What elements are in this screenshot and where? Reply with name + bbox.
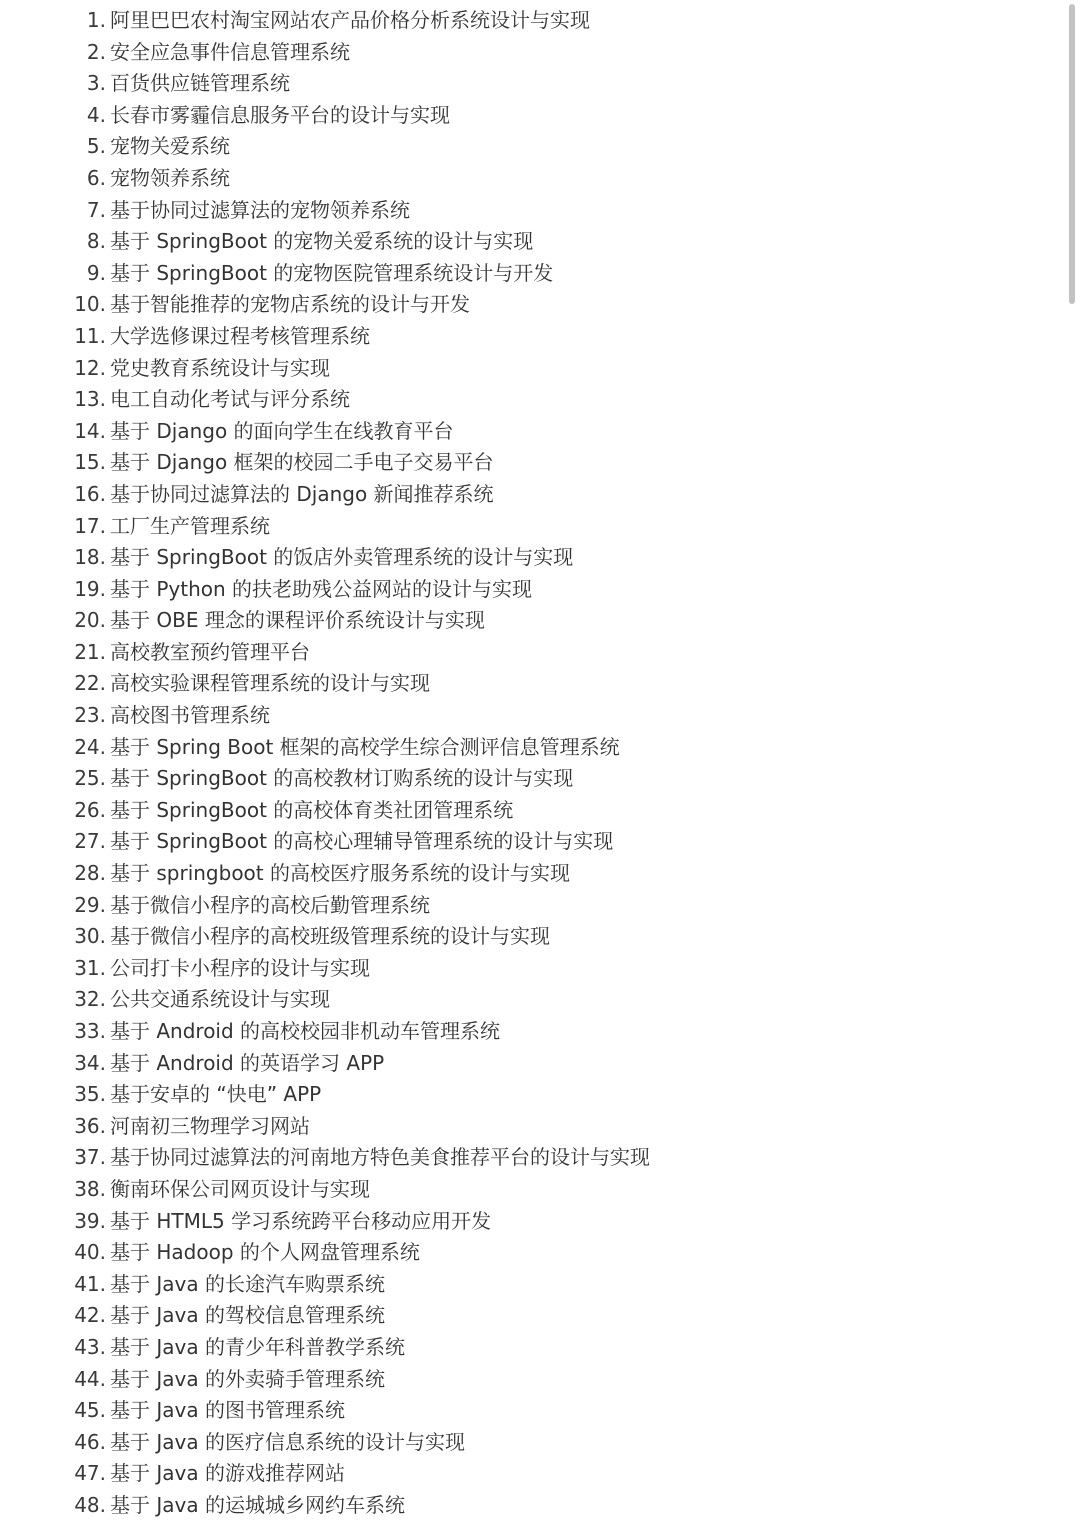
list-item	[0, 1142, 1000, 1174]
item-number: 5.	[86, 134, 106, 159]
list-item	[0, 100, 1000, 132]
item-number: 18.	[74, 545, 106, 570]
list-item	[0, 700, 1000, 732]
item-number: 7.	[86, 197, 106, 222]
list-item	[0, 1332, 1000, 1364]
list-item	[0, 1237, 1000, 1269]
list-item	[0, 1206, 1000, 1238]
item-number: 36.	[74, 1113, 106, 1138]
item-number: 42.	[74, 1303, 106, 1328]
item-title: 高校图书管理系统	[110, 703, 270, 728]
item-number: 11.	[74, 323, 106, 348]
list-item	[0, 1395, 1000, 1427]
item-number: 30.	[74, 924, 106, 949]
item-number: 8.	[86, 229, 106, 254]
item-title: 基于 Android 的高校校园非机动车管理系统	[110, 1019, 501, 1043]
list-item	[0, 131, 1000, 163]
item-title: 公共交通系统设计与实现	[110, 987, 330, 1012]
item-number: 48.	[74, 1492, 106, 1517]
list-item	[0, 353, 1000, 385]
item-title: 基于 SpringBoot 的高校体育类社团管理系统	[110, 797, 514, 822]
item-title: 基于 HTML5 学习系统跨平台移动应用开发	[110, 1208, 492, 1233]
item-number: 17.	[74, 513, 106, 538]
item-number: 31.	[74, 955, 106, 980]
list-item	[0, 226, 1000, 258]
list-item	[0, 1174, 1000, 1206]
item-title: 基于安卓的 “快电” APP	[110, 1082, 322, 1107]
item-number: 1.	[86, 8, 106, 32]
item-number: 43.	[74, 1334, 106, 1359]
scrollbar-thumb[interactable]	[1069, 4, 1075, 304]
item-title: 基于 Java 的游戏推荐网站	[110, 1461, 345, 1486]
item-title: 基于 Django 的面向学生在线教育平台	[110, 418, 454, 443]
list-item	[0, 637, 1000, 669]
item-title: 长春市雾霾信息服务平台的设计与实现	[110, 102, 450, 127]
item-number: 16.	[74, 481, 106, 506]
list-item	[0, 1458, 1000, 1490]
list-item	[0, 605, 1000, 637]
list-item	[0, 668, 1000, 700]
item-title: 大学选修课过程考核管理系统	[110, 323, 370, 348]
item-number: 29.	[74, 892, 106, 917]
list-item	[0, 384, 1000, 416]
item-title: 基于协同过滤算法的 Django 新闻推荐系统	[110, 481, 494, 506]
item-number: 34.	[74, 1050, 106, 1075]
item-number: 4.	[86, 102, 106, 127]
item-title: 党史教育系统设计与实现	[110, 355, 330, 380]
item-number: 37.	[74, 1145, 106, 1170]
list-item	[0, 258, 1000, 290]
item-title: 基于 Java 的长途汽车购票系统	[110, 1271, 385, 1296]
item-title: 宠物关爱系统	[110, 134, 230, 159]
item-title: 公司打卡小程序的设计与实现	[110, 955, 370, 980]
item-title: 基于微信小程序的高校班级管理系统的设计与实现	[110, 924, 550, 949]
item-title: 基于协同过滤算法的宠物领养系统	[110, 197, 410, 222]
item-number: 25.	[74, 766, 106, 791]
item-number: 10.	[74, 292, 106, 317]
list-item	[0, 1269, 1000, 1301]
item-number: 41.	[74, 1271, 106, 1296]
item-title: 衡南环保公司网页设计与实现	[110, 1176, 370, 1201]
item-number: 35.	[74, 1082, 106, 1107]
scrollbar[interactable]	[1066, 0, 1080, 1537]
item-number: 13.	[74, 387, 106, 412]
list-item	[0, 858, 1000, 890]
item-title: 安全应急事件信息管理系统	[110, 39, 350, 64]
item-number: 45.	[74, 1398, 106, 1423]
item-number: 38.	[74, 1176, 106, 1201]
item-title: 工厂生产管理系统	[110, 513, 270, 538]
list-item	[0, 5, 1000, 37]
list-item	[0, 826, 1000, 858]
list-item	[0, 37, 1000, 69]
item-number: 12.	[74, 355, 106, 380]
list-item	[0, 416, 1000, 448]
item-number: 44.	[74, 1366, 106, 1391]
item-title: 高校教室预约管理平台	[110, 639, 310, 664]
item-number: 22.	[74, 671, 106, 696]
list-item	[0, 447, 1000, 479]
list-item	[0, 574, 1000, 606]
item-title: 基于 SpringBoot 的高校心理辅导管理系统的设计与实现	[110, 829, 614, 854]
item-title: 基于 SpringBoot 的饭店外卖管理系统的设计与实现	[110, 545, 574, 570]
list-item	[0, 984, 1000, 1016]
item-title: 百货供应链管理系统	[110, 71, 290, 96]
list-item	[0, 763, 1000, 795]
item-number: 24.	[74, 734, 106, 759]
item-number: 46.	[74, 1429, 106, 1454]
list-item	[0, 1427, 1000, 1459]
item-number: 32.	[74, 987, 106, 1012]
item-title: 基于 Django 框架的校园二手电子交易平台	[110, 450, 494, 475]
item-number: 33.	[74, 1019, 106, 1043]
item-title: 高校实验课程管理系统的设计与实现	[110, 671, 430, 696]
item-number: 28.	[74, 861, 106, 886]
item-title: 基于 Java 的外卖骑手管理系统	[110, 1366, 385, 1391]
list-item	[0, 795, 1000, 827]
item-title: 基于 Python 的扶老助残公益网站的设计与实现	[110, 576, 533, 601]
item-number: 14.	[74, 418, 106, 443]
list-item	[0, 195, 1000, 227]
item-title: 基于 SpringBoot 的宠物关爱系统的设计与实现	[110, 229, 534, 254]
list-item	[0, 1079, 1000, 1111]
list-item	[0, 542, 1000, 574]
item-title: 基于 OBE 理念的课程评价系统设计与实现	[110, 608, 485, 633]
item-title: 基于 SpringBoot 的高校教材订购系统的设计与实现	[110, 766, 574, 791]
item-title: 基于 Java 的运城城乡网约车系统	[110, 1492, 405, 1517]
item-number: 3.	[86, 71, 106, 96]
item-title: 基于 springboot 的高校医疗服务系统的设计与实现	[110, 861, 570, 886]
list-item	[0, 163, 1000, 195]
item-number: 23.	[74, 703, 106, 728]
list-item	[0, 1364, 1000, 1396]
item-title: 基于 Hadoop 的个人网盘管理系统	[110, 1240, 420, 1265]
list-item	[0, 921, 1000, 953]
item-title: 宠物领养系统	[110, 165, 230, 190]
list-item	[0, 1490, 1000, 1522]
topic-list	[0, 5, 1000, 1522]
item-number: 21.	[74, 639, 106, 664]
item-number: 39.	[74, 1208, 106, 1233]
list-item	[0, 289, 1000, 321]
item-title: 河南初三物理学习网站	[110, 1113, 310, 1138]
item-number: 9.	[86, 260, 106, 285]
item-number: 20.	[74, 608, 106, 633]
item-number: 47.	[74, 1461, 106, 1486]
item-title: 基于智能推荐的宠物店系统的设计与开发	[110, 292, 470, 317]
list-item	[0, 511, 1000, 543]
item-title: 阿里巴巴农村淘宝网站农产品价格分析系统设计与实现	[110, 8, 590, 32]
list-item	[0, 479, 1000, 511]
list-item	[0, 68, 1000, 100]
item-number: 6.	[86, 165, 106, 190]
list-item	[0, 1111, 1000, 1143]
list-item	[0, 732, 1000, 764]
item-number: 27.	[74, 829, 106, 854]
item-title: 基于 Java 的医疗信息系统的设计与实现	[110, 1429, 465, 1454]
item-number: 2.	[86, 39, 106, 64]
list-item	[0, 890, 1000, 922]
item-title: 基于微信小程序的高校后勤管理系统	[110, 892, 430, 917]
item-number: 15.	[74, 450, 106, 475]
item-title: 电工自动化考试与评分系统	[110, 387, 350, 412]
item-title: 基于 Java 的驾校信息管理系统	[110, 1303, 385, 1328]
item-number: 19.	[74, 576, 106, 601]
list-item	[0, 953, 1000, 985]
item-number: 40.	[74, 1240, 106, 1265]
item-title: 基于协同过滤算法的河南地方特色美食推荐平台的设计与实现	[110, 1145, 650, 1170]
list-item	[0, 1300, 1000, 1332]
item-title: 基于 Spring Boot 框架的高校学生综合测评信息管理系统	[110, 734, 620, 759]
list-item	[0, 321, 1000, 353]
item-title: 基于 Android 的英语学习 APP	[110, 1050, 385, 1075]
item-number: 26.	[74, 797, 106, 822]
item-title: 基于 SpringBoot 的宠物医院管理系统设计与开发	[110, 260, 554, 285]
list-item	[0, 1048, 1000, 1080]
list-item	[0, 1016, 1000, 1048]
item-title: 基于 Java 的图书管理系统	[110, 1398, 345, 1423]
item-title: 基于 Java 的青少年科普教学系统	[110, 1334, 405, 1359]
